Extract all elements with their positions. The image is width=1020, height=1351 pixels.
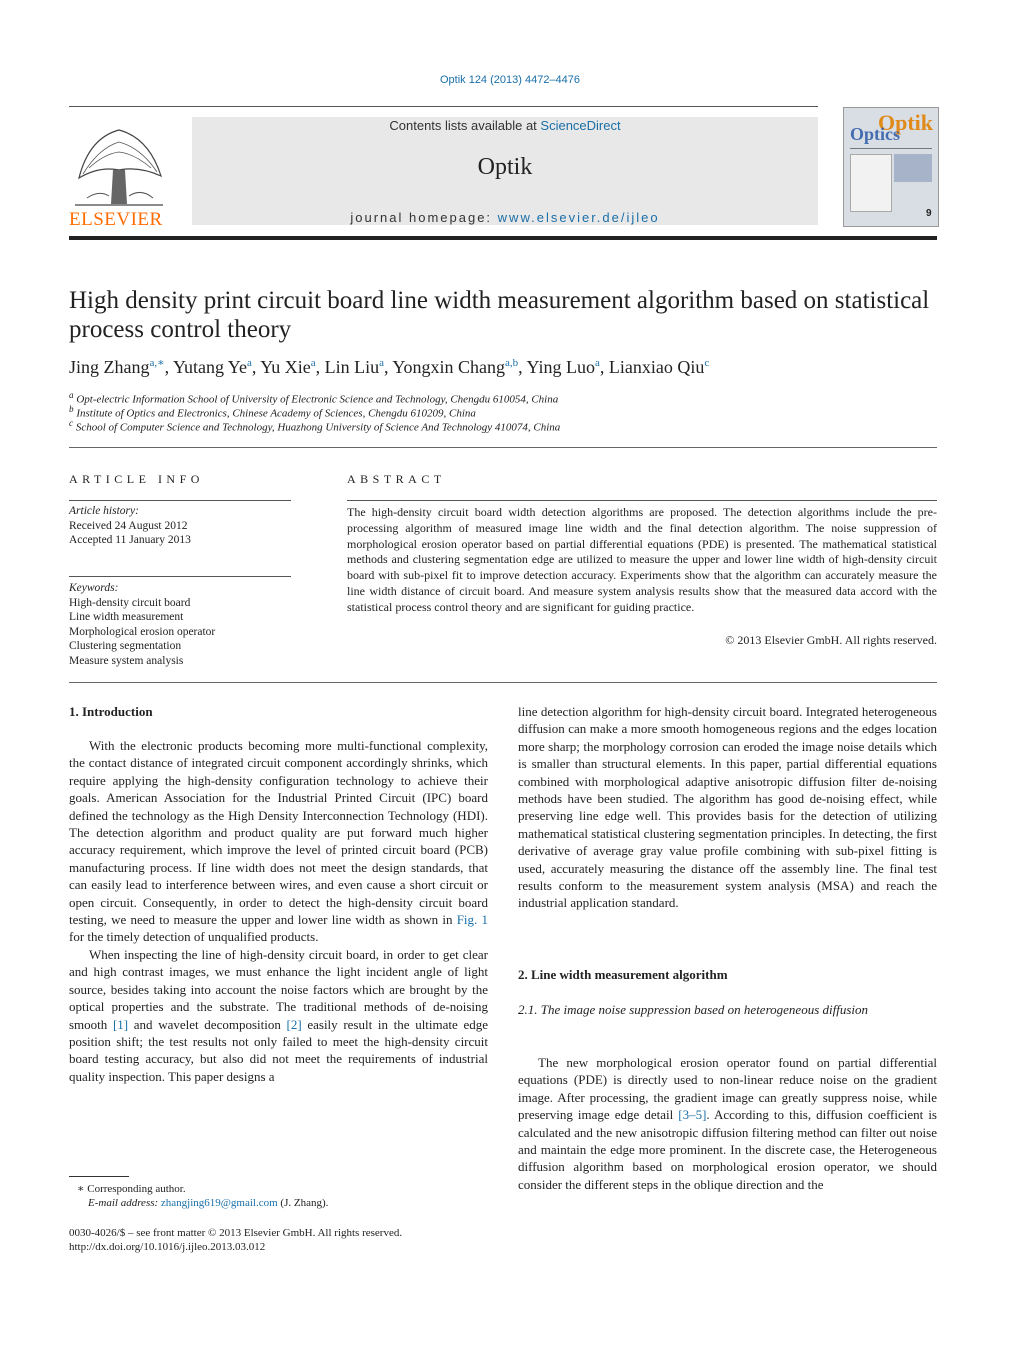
- doi-link[interactable]: http://dx.doi.org/10.1016/j.ijleo.2013.03.012: [69, 1241, 266, 1253]
- contents-prefix: Contents lists available at: [389, 118, 541, 133]
- footnote-block: [77, 1182, 497, 1210]
- author-name: Lianxiao Qiu: [608, 357, 705, 377]
- email-suffix: (J. Zhang).: [277, 1197, 329, 1209]
- abstract-heading: ABSTRACT: [347, 472, 446, 486]
- section-2-column: [518, 1054, 937, 1193]
- article-title: High density print circuit board line width measurement algorithm based on statistical process control theory: [69, 287, 930, 343]
- keyword-item: High-density circuit board: [69, 596, 191, 609]
- journal-homepage-line: [192, 210, 818, 225]
- section-2-p1-text-a: The new morphological erosion operator found on partial differential equations (PDE) is directly used to non-linear reduce noise on the gradient image. After processing, the gradient image can greatly suppress noise, while preserving image edge detail: [518, 1055, 937, 1123]
- section-2-p1-text-b: . According to this, diffusion coefficient is calculated and the new anisotropic diffusion filtering method can filter out noise and maintain the edge more prominent. In the discrete case, the Heterogeneous diffusion algorithm based on morphological erosion operator, we should consider the different steps in the oblique direction and the: [518, 1107, 937, 1192]
- keyword-item: Clustering segmentation: [69, 640, 182, 652]
- corresponding-author-note: ∗ Corresponding author.: [77, 1183, 186, 1195]
- affiliation-text: School of Computer Science and Technology, Huazhong University of Science And Technology 410074, China: [75, 421, 561, 434]
- affiliations-rule: [69, 447, 937, 448]
- intro-column-left: [69, 737, 488, 1085]
- journal-name: Optik: [477, 154, 533, 180]
- homepage-prefix: journal homepage:: [350, 210, 498, 225]
- header-bottom-rule: [69, 236, 937, 240]
- intro-p2-text-c: easily result in the ultimate edge position shift; the test results not only failed to meet the high-density circuit board testing accuracy, but also did not meet the requirements of industrial quality inspection. This paper designs a: [69, 1016, 488, 1084]
- intro-p2-text-b: and wavelet decomposition: [128, 1016, 287, 1032]
- author-affiliation-mark[interactable]: a,b: [505, 357, 519, 369]
- article-info-rule: [69, 500, 291, 501]
- affiliation-mark: a: [69, 390, 74, 400]
- intro-p2-text-a: When inspecting the line of high-density circuit board, in order to get clear and high contrast images, we must enhance the light incident angle of light source, besides taking into account the noise factors which are brought by the optical properties and the substrate. The traditional methods of de-noising smooth: [69, 946, 488, 1032]
- author-name: Yutang Ye: [172, 357, 247, 377]
- keywords-label: Keywords:: [69, 582, 119, 594]
- author-affiliation-mark[interactable]: a: [246, 357, 252, 369]
- intro-paragraph-2: [69, 946, 488, 1085]
- intro-column-right: [518, 703, 937, 912]
- intro-p1-text-a: With the electronic products becoming more multi-functional complexity, the contact distance of integrated circuit component accordingly shrinks, which require applying the high-density configuration technology to achieve their goals. American Association for the Industrial Printed Circuit (IPC) board defined the technology as the High Density Interconnection Technology (HDI). The detection algorithm and product quality are put forward much higher accuracy requirement, which improve the level of printed circuit board (PCB) manufacturing process. If line width does not meet the design standards, that can easily lead to interference between wires, and even cause a short circuit or open circuit. Consequently, in order to detect the high-density circuit board testing, we need to measure the upper and lower line width as shown in: [69, 738, 488, 928]
- author-name: Jing Zhang: [69, 357, 150, 377]
- elsevier-wordmark: ELSEVIER: [69, 209, 163, 230]
- email-line: [77, 1196, 497, 1210]
- header-top-rule: [69, 106, 818, 107]
- affiliation-c: [69, 418, 949, 434]
- abstract-text: The high-density circuit board width detection algorithms are proposed. The detection algorithms include the pre-processing algorithm of measured image line width and the final detection algorithm. The noise suppression of morphological erosion operator based on partial differential equations (PDE) is presented. The mathematical statistical methods and clustering segmentation edge are utilized to measure the upper and lower line width of high-density circuit board with sub-pixel fit to improve detection accuracy. Experiments show that the algorithm can accurately measure the line width distance of circuit board. And measure system analysis results show that the measured data accord with the statistical process control theory and are significant for guiding practice.: [347, 505, 937, 614]
- footnote-rule: [69, 1176, 129, 1177]
- intro-p1-text-b: for the timely detection of unqualified products.: [69, 929, 319, 945]
- author-affiliation-mark[interactable]: a,∗: [149, 357, 165, 369]
- affiliation-mark: b: [69, 404, 74, 414]
- section-2-paragraph-1: [518, 1054, 937, 1193]
- front-matter-rule: [69, 682, 937, 683]
- keyword-item: Morphological erosion operator: [69, 625, 216, 638]
- cover-title-optics: Optics: [850, 124, 901, 144]
- journal-citation[interactable]: Optik 124 (2013) 4472–4476: [439, 74, 581, 86]
- figure-1-ref-link[interactable]: Fig. 1: [456, 912, 488, 928]
- intro-paragraph-3: line detection algorithm for high-density circuit board. Integrated heterogeneous diffusion can make a more smooth homogeneous regions and the edges location more sharp; the morphology corrosion can eroded the image noise details which is smaller than structural elements. In this paper, partial differential equations combined with morphological adaptive anisotropic diffusion filter de-noising methods have been studied. The algorithm has good de-noising effect, while preserving line edge well. This provides basis for the detection of utilizing mathematical statistical clustering segmentation principles. In detecting, the first derivative of average gray value profile combining with sub-pixel fitting is used, accurately measuring the distance off the assembly line. The final test results conform to the measurement system analysis (MSA) and reach the industrial application standard.: [518, 704, 937, 911]
- abstract-rule: [347, 500, 937, 501]
- ref-3-5-link[interactable]: [3–5]: [678, 1107, 707, 1123]
- subsection-2-1-heading: 2.1. The image noise suppression based on heterogeneous diffusion: [518, 1002, 869, 1017]
- cover-issue-number: 9: [926, 208, 932, 219]
- keywords-block: [69, 581, 291, 668]
- journal-cover-thumbnail: [843, 107, 939, 227]
- accepted-date: Accepted 11 January 2013: [69, 534, 191, 546]
- article-info-heading: ARTICLE INFO: [69, 472, 204, 486]
- section-1-heading: 1. Introduction: [69, 704, 153, 719]
- elsevier-tree-logo-icon: [69, 118, 169, 210]
- intro-paragraph-1: [69, 737, 488, 946]
- affiliation-text: Institute of Optics and Electronics, Chinese Academy of Sciences, Chengdu 610209, China: [76, 407, 476, 420]
- sciencedirect-link[interactable]: ScienceDirect: [540, 118, 621, 133]
- author-affiliation-mark[interactable]: a: [310, 357, 316, 369]
- affiliation-mark: c: [69, 418, 74, 428]
- author-name: Yongxin Chang: [392, 357, 506, 377]
- keyword-item: Line width measurement: [69, 611, 184, 623]
- author-affiliation-mark[interactable]: c: [704, 357, 710, 369]
- keywords-rule: [69, 576, 291, 577]
- keyword-item: Measure system analysis: [69, 654, 184, 667]
- author-affiliation-mark[interactable]: a: [379, 357, 384, 369]
- author-name: Lin Liu: [324, 357, 380, 377]
- history-label: Article history:: [69, 505, 139, 517]
- cover-contents-block: [850, 154, 892, 212]
- homepage-link[interactable]: www.elsevier.de/ijleo: [497, 210, 660, 225]
- affiliation-text: Opt-electric Information School of University of Electronic Science and Technology, Chengdu 610054, China: [76, 393, 559, 406]
- author-name: Yu Xie: [260, 357, 311, 377]
- contents-availability-line: [192, 118, 818, 133]
- received-date: Received 24 August 2012: [69, 519, 188, 532]
- author-list: Jing Zhang$^{a,∗}$, Yutang Ye$^a$, Yu Xie$^a$, Lin Liu$^a$, Yongxin Chang$^{a,b}$, Ying Luo$^a$, Lianxiao Qiu$^c$: [69, 357, 710, 377]
- cover-image-block: [894, 154, 932, 182]
- section-2-heading: 2. Line width measurement algorithm: [518, 967, 728, 982]
- abstract-copyright: © 2013 Elsevier GmbH. All rights reserved.: [725, 633, 937, 647]
- author-name: Ying Luo: [526, 357, 596, 377]
- ref-1-link[interactable]: [1]: [112, 1016, 129, 1032]
- cover-rule: [850, 148, 932, 149]
- cover-title-optik: Optik: [878, 110, 934, 135]
- author-affiliation-mark[interactable]: a: [595, 357, 600, 369]
- email-link[interactable]: zhangjing619@gmail.com: [160, 1197, 278, 1209]
- ref-2-link[interactable]: [2]: [286, 1016, 302, 1032]
- issn-line: 0030-4026/$ – see front matter © 2013 Elsevier GmbH. All rights reserved.: [69, 1227, 403, 1239]
- article-history-block: [69, 504, 291, 548]
- email-label: E-mail address:: [88, 1197, 161, 1209]
